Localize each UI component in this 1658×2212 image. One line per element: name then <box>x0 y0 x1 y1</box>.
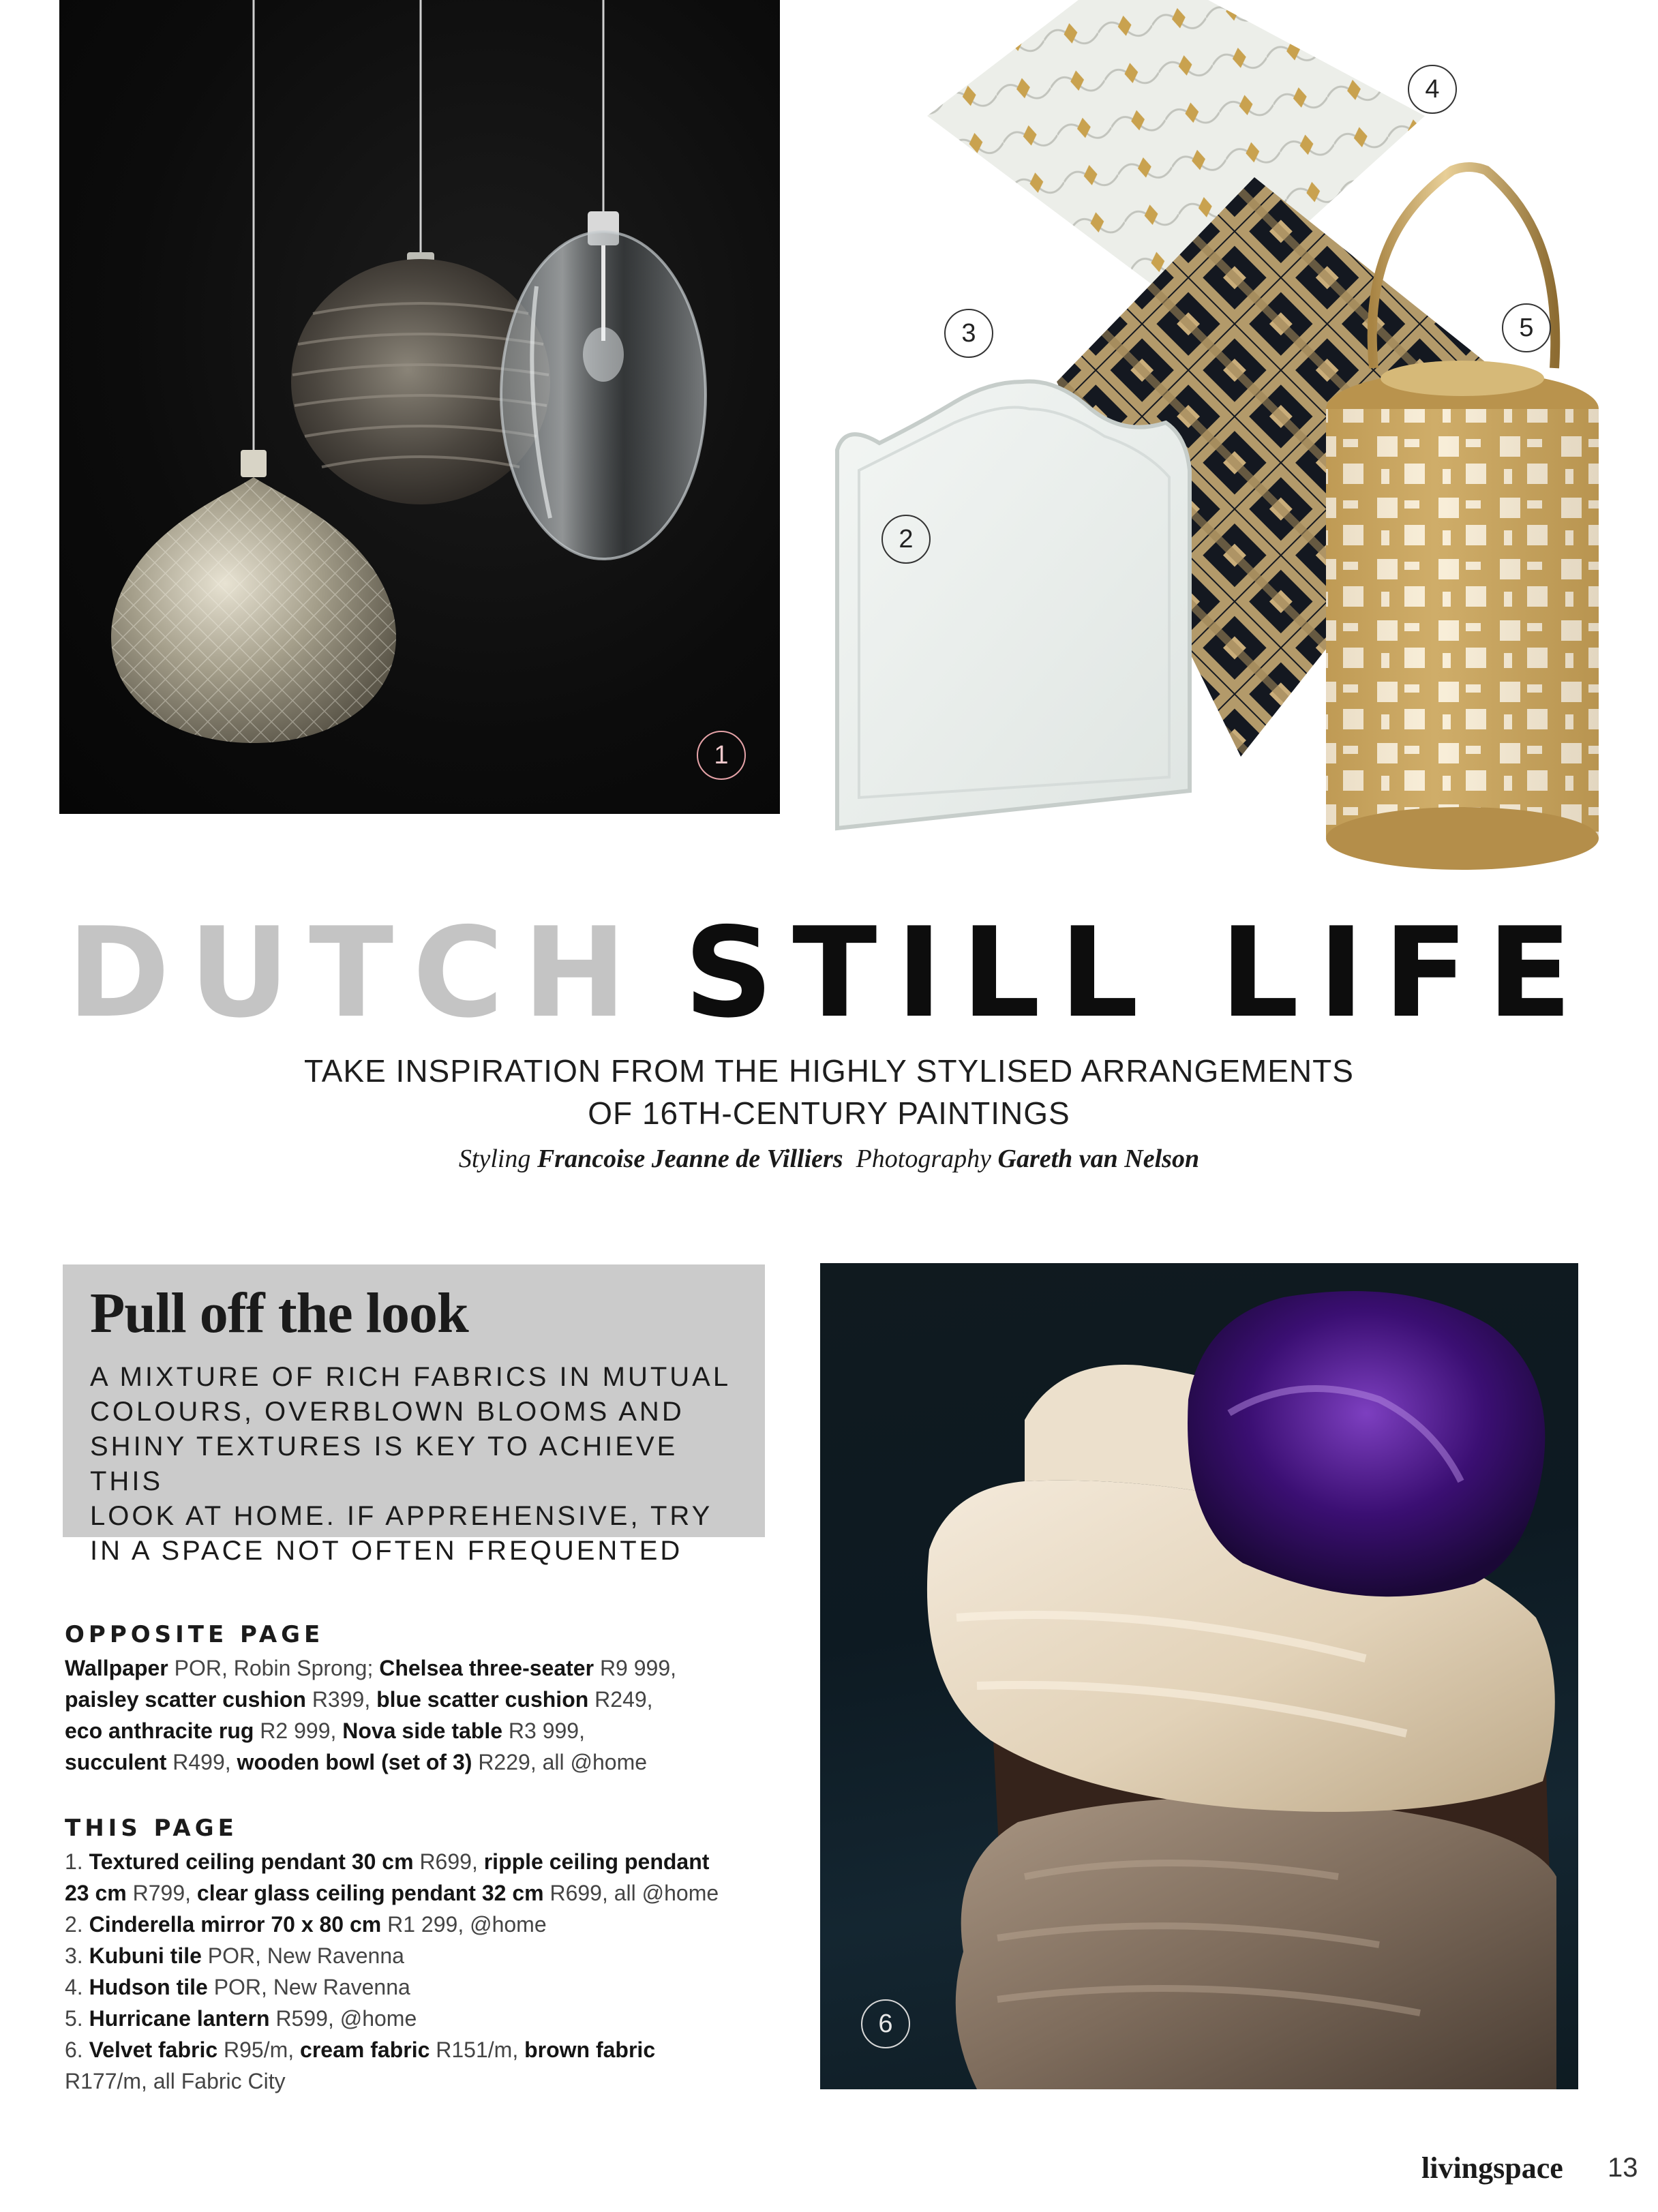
credit-line: succulent R499, wooden bowl (set of 3) R229, all @home <box>65 1750 648 1774</box>
badge-5: 5 <box>1502 303 1551 352</box>
credit-line: R177/m, all Fabric City <box>65 2069 286 2093</box>
page-title <box>0 900 1658 1045</box>
collage-illustration <box>818 0 1658 886</box>
look-body <box>90 1360 738 1569</box>
badge-1: 1 <box>697 731 746 780</box>
credit-line: eco anthracite rug R2 999, Nova side table R3 999, <box>65 1718 585 1743</box>
look-line: IN A SPACE NOT OFTEN FREQUENTED <box>90 1536 683 1566</box>
pendant-lamps-illustration <box>59 0 780 814</box>
opposite-page-credits <box>65 1652 801 1778</box>
footer-brand: livingspace <box>1421 2151 1563 2185</box>
title-dark: STILL LIFE <box>684 900 1591 1045</box>
credit-line: 6. Velvet fabric R95/m, cream fabric R151/m, brown fabric <box>65 2037 656 2062</box>
this-page-credits <box>65 1846 801 2097</box>
page-number: 13 <box>1608 2153 1638 2183</box>
credit-line: 4. Hudson tile POR, New Ravenna <box>65 1975 410 1999</box>
photo-pendant-lamps <box>59 0 780 814</box>
badge-4: 4 <box>1408 65 1457 114</box>
pull-off-the-look-box <box>63 1264 765 1566</box>
photo-fabrics <box>820 1263 1578 2089</box>
badge-2: 2 <box>881 515 931 564</box>
title-light: DUTCH <box>67 900 646 1045</box>
opposite-page-heading: OPPOSITE PAGE <box>65 1621 325 1648</box>
styling-label: Styling <box>458 1145 531 1173</box>
credit-line: Wallpaper POR, Robin Sprong; Chelsea three-seater R9 999, <box>65 1656 677 1680</box>
badge-6: 6 <box>861 1999 910 2048</box>
photography-name: Gareth van Nelson <box>997 1145 1200 1173</box>
brown-fabric <box>956 1798 1556 2089</box>
subtitle-line-1: TAKE INSPIRATION FROM THE HIGHLY STYLISED ARRANGEMENTS <box>304 1053 1354 1089</box>
look-line: LOOK AT HOME. IF APPREHENSIVE, TRY <box>90 1501 713 1531</box>
credit-line: 2. Cinderella mirror 70 x 80 cm R1 299, @home <box>65 1912 547 1937</box>
credit-line: 5. Hurricane lantern R599, @home <box>65 2006 417 2031</box>
subtitle-line-2: OF 16TH-CENTURY PAINTINGS <box>588 1095 1070 1131</box>
credit-line: paisley scatter cushion R399, blue scatter cushion R249, <box>65 1687 653 1712</box>
velvet-fabric <box>1188 1291 1545 1596</box>
fabrics-illustration <box>820 1263 1578 2089</box>
badge-3: 3 <box>944 309 993 358</box>
byline <box>205 1144 1453 1174</box>
cinderella-mirror <box>837 382 1190 829</box>
this-page-heading: THIS PAGE <box>65 1815 238 1842</box>
photography-label: Photography <box>856 1145 992 1173</box>
look-heading: Pull off the look <box>90 1282 468 1345</box>
styling-name: Francoise Jeanne de Villiers <box>537 1145 843 1173</box>
credit-line: 3. Kubuni tile POR, New Ravenna <box>65 1943 404 1968</box>
credit-line: 1. Textured ceiling pendant 30 cm R699, ripple ceiling pendant <box>65 1849 710 1874</box>
look-line: A MIXTURE OF RICH FABRICS IN MUTUAL <box>90 1362 732 1392</box>
subtitle <box>205 1050 1453 1134</box>
product-collage <box>818 0 1658 886</box>
look-line: SHINY TEXTURES IS KEY TO ACHIEVE THIS <box>90 1431 678 1496</box>
credit-line: 23 cm R799, clear glass ceiling pendant 32 cm R699, all @home <box>65 1881 719 1905</box>
cap <box>241 450 267 477</box>
look-line: COLOURS, OVERBLOWN BLOOMS AND <box>90 1397 684 1427</box>
